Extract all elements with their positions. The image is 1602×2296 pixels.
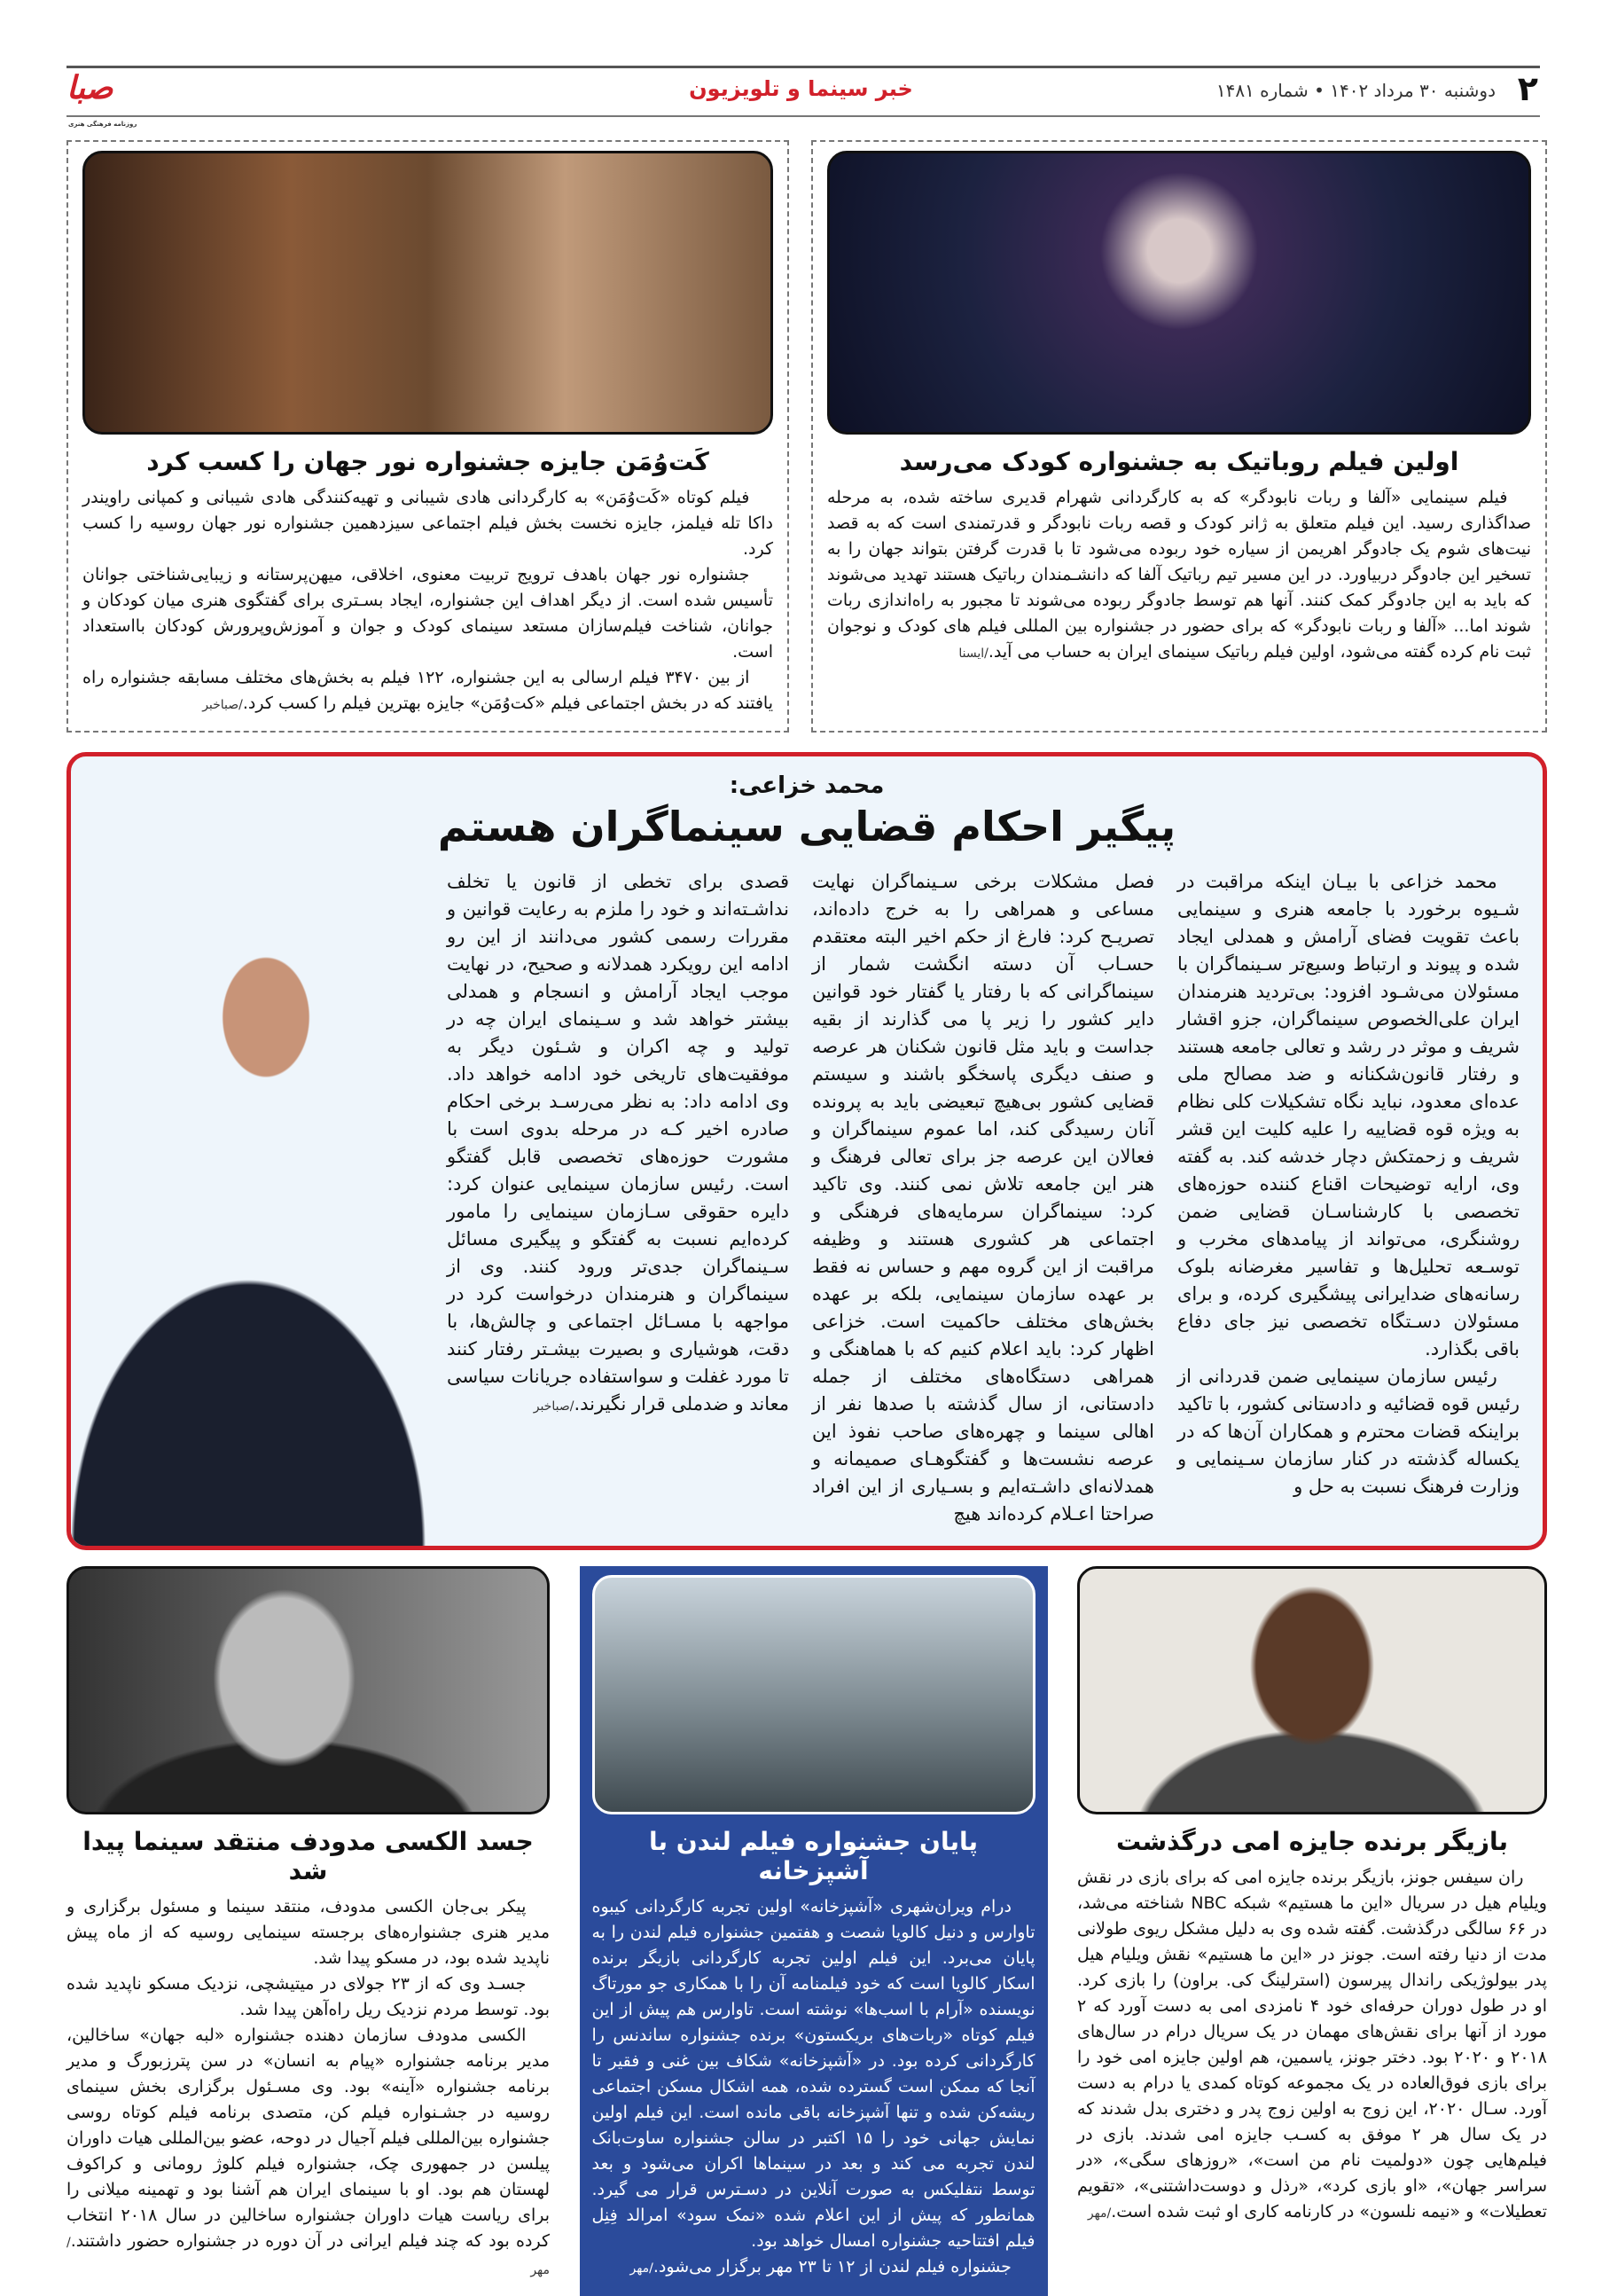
interview-box (66, 752, 1547, 1550)
article-title: جسد الکسی مدودف منتقد سینما پیدا شد (82, 1827, 534, 1885)
interview-paragraph: محمد خزاعی با بیـان اینکه مراقبت در شـیوه برخورد با جامعه هنری و سینمایی باعث تقویت فضای آرامش و همدلی ایجاد شده و پیوند و ارتباط وسیع‌تر سـینماگران با مسئولان می‌شـود افزود: بی‌تردید هنرمندان ایران علی‌الخصوص سینماگران، جزو اقشار شریف و موثر در رشد و تعالی جامعه هستند و رفتار قانون‌شکنانه و ضد مصالح ملی عده‌ای معدود، نباید نگاه تشکیلات کلی نظام به ویژه قوه قضاییه را علیه کلیت این قشر شریف و زحمتکش دچار خدشه کند. به گفته وی، ارایه توضیحات اقناع کننده حوزه‌های تخصصی با کارشناسـان قضایی ضمن روشنگری، می‌تواند از پیامدهای مخرب و توسـعه تحلیل‌ها و تفاسیر مغرضانه بلوک رسانه‌های ضدایرانی پیشگیری کرده، و برای مسئولان دسـتگاه تخصصی نیز جای دفاع باقی بگذارد. (1177, 871, 1520, 1360)
newspaper-logo: صبا روزنامه فرهنگی هنری (66, 70, 137, 128)
interview-kicker: محمد خزاعی: (729, 772, 885, 799)
interview-columns (426, 868, 1543, 1546)
interview-column-3: قصدی برای تخطی از قانون یا تخلف نداشـته‌اند و خود را ملزم به رعایت قوانین و مقررات رسمی کشور می‌دانند از این رو ادامه این رویکرد همدلانه و صحیح، در نهایت موجب ایجاد آرامش و انسجام و همدلی بیشتر خواهد شد و سـینمای ایران چه در تولید و چه اکران و شـئون دیگر به موفقیت‌های تاریخی خود ادامه خواهد داد. وی ادامه داد: به نظر می‌رسـد برخی احکام صادره اخیر کـه در مرحله بدوی است با مشورت حوزه‌های تخصصی قابل گفتگو است. رئیس سازمان سینمایی عنوان کرد: دایره حقوقی سـازمان سینمایی را مامور کرده‌ایم نسبت به گفتگو و پیگیری مسائل سـینماگران جدی‌تر ورود کنند. وی از سینماگران و هنرمندان درخواست کرد در مواجهه با مسـائل اجتماعی و چالش‌ها، با دقت، هوشیاری و بصیرت بیشـتر رفتار کنند تا مورد غفلت و سواستفاده جریانات سیاسی معاند و ضدملی قرار نگیرند./صباخبر (447, 871, 789, 1414)
article-title: پایان جشنواره فیلم لندن با آشپزخانه (648, 1827, 979, 1885)
article-medvedev (66, 1566, 550, 2296)
khazaei-photo (71, 868, 426, 1546)
article-catwoman (66, 140, 789, 733)
interview-column-2: فصل مشکلات برخی سـینماگران نهایت مساعی و همراهی را به خرج داده‌اند، تصریـح کرد: فارغ از حکم اخیر البته معتقدم حسـاب آن دسته انگشت شمار از سینماگرانی که با رفتار یا گفتار خود قوانین دایر کشور را زیر پا می گذارند از بقیه جداست و باید مثل قانون شکنان هر عرصه و صنف دیگری پاسخگو باشند و سیستم قضایی کشور بی‌هیچ تبعیضی باید به پرونده آنان رسیدگی کند، اما عموم سینماگران و فعالان این عرصه جز برای تعالی فرهنگ و هنر این جامعه تلاش نمی کنند. وی تاکید کرد: سینماگران سرمایه‌های فرهنگی و اجتماعی هر کشوری هستند و وظیفه مراقبت از این گروه مهم و حساس نه فقط بر عهده سازمان سینمایی، بلکه بر عهده بخش‌های مختلف حاکمیت است. خزاعی اظهار کرد: باید اعلام کنیم که با هماهنگی و همراهی دستگاه‌های مختلف از جمله دادستانی، از سال گذشته با صدها نفر از اهالی سینما و چهره‌های صاحب نفوذ این عرصه نشست‌ها و گفتگوهـای صمیمانه و همدلانه‌ای داشـته‌ایم و بسـیاری از این افراد صراحتا اعـلام کرده‌اند هیچ (812, 871, 1154, 1524)
bottom-row (66, 1566, 1547, 2296)
article-photo (66, 1566, 550, 1814)
article-title: اولین فیلم روباتیک به جشنواره کودک می‌رسد (899, 447, 1459, 476)
article-robotic-film (811, 140, 1547, 733)
article-photo (592, 1575, 1035, 1814)
article-london-festival (580, 1566, 1048, 2296)
article-photo (1077, 1566, 1547, 1814)
page-number: ۲ (1517, 69, 1538, 108)
article-emmy-actor (1077, 1566, 1547, 2296)
article-photo (82, 151, 773, 435)
article-title: بازیگر برنده جایزه امی درگذشت (1115, 1827, 1509, 1856)
article-title: کَت‌وُمَن جایزه جشنواره نور جهان را کسب کرد (146, 447, 709, 476)
date-issue: دوشنبه ۳۰ مرداد ۱۴۰۲ • شماره ۱۴۸۱ (1215, 80, 1496, 101)
header-bottom-rule (66, 115, 1540, 117)
article-body: فیلم سینمایی «آلفا و ربات نابودگر» که به کارگردانی شهرام قدیری ساخته شده، به مرحله صداگذاری رسید. این فیلم متعلق به ژانر کودک و قصه ربات نابودگر و قدرتمندی است که به قصد نیت‌های شوم یک جادوگر اهریمن از سیاره خود ربوده می‌شود تا با قدرت گرفتن بتواند جهان را به تسخیر این جادوگر دربیاورد. در این مسیر تیم رباتیک آلفا که دانشـمندان رباتیک هستند تهدید می‌شوند که باید به این جادوگر کمک کنند. آنها هم توسط جادوگر ربوده می‌شوند تا مجبور به راه‌اندازی ربات شوند اما... «آلفا و ربات نابودگر» که برای حضور در جشنواره بین المللی فیلم های کودک و نوجوان ثبت نام کرده گفته می‌شود، اولین فیلم رباتیک سینمای ایران به حساب می آید./ایسنا (827, 488, 1531, 662)
interview-title: پیگیر احکام قضایی سینماگران هستم (437, 803, 1176, 850)
article-photo (827, 151, 1531, 435)
interview-content (71, 868, 1543, 1546)
article-body: درام ویران‌شهری «آشپزخانه» اولین تجربه کارگردانی کیبوه تاوارس و دنیل کالویا شصت و هفتمین جشنواره فیلم لندن را به پایان می‌برد. این فیلم اولین تجربه کارگردانی بازیگر برنده اسکار کالویا است که خود فیلمنامه آن را با همکاری جو مورتاگ نویسنده «آرام با اسب‌ها» نوشته است. تاوارس هم پیش از این فیلم کوتاه «ربات‌های بریکستون» برنده جشنواره ساندنس را کارگردانی کرده بود. در «آشپزخانه» شکاف بین غنی و فقیر تا آنجا که ممکن است گسترده شده، همه اشکال مسکن اجتماعی ریشه‌کن شده و تنها آشپزخانه باقی مانده است. این فیلم اولین نمایش جهانی خود را ۱۵ اکتبر در سالن جشنواره ساوت‌بانک لندن تجربه می کند و بعد در سینماها اکران می‌شود و بعد توسط نتفلیکس به صورت آنلاین در دسـترس قرار می گیرد. همانطور که پیش از این اعلام شده «نمک سود» امرالد فِنِل فیلم افتتاحیه جشنواره امسال خواهد بود. جشنواره فیلم لندن از ۱۲ تا ۲۳ مهر برگزار می‌شود./مهر (591, 1897, 1035, 2276)
article-body: ران سیفس جونز، بازیگر برنده جایزه امی که برای بازی در نقش ویلیام هیل در سریال «این ما هستیم» شبکه NBC شناخته می‌شد، در ۶۶ سالگی درگذشت. گفته شده وی به دلیل مشکل ریوی طولانی مدت از دنیا رفته است. جونز در «این ما هستیم» نقش ویلیام هیل پدر بیولوژیکی راندال پیرسون (استرلینگ کی. براون) را بازی کرد. او در طول دوران حرفه‌ای خود ۴ نامزدی امی به دست آورد که ۲ مورد از آنها برای نقش‌های مهمان در یک سریال درام در سال‌های ۲۰۱۸ و ۲۰۲۰ بود. دختر جونز، یاسمین، هم اولین جایزه امی خود را برای بازی فوق‌العاده در یک مجموعه کوتاه کمدی یا درام به دست آورد. سـال ۲۰۲۰، این زوج به اولین زوج پدر و دختری بدل شدند که در یک سال هر ۲ موفق به کسـب جایزه امی شدند. بازی در فیلم‌هایی چون «دولمیت نام من است»، «روزهای سگی»، «در سراسر جهان»، «او بازی کرد»، «رذل و دوست‌داشتنی»، «تقویم تعطیلات» و «نیمه نلسون» در کارنامه کاری او ثبت شده است./مهر (1077, 1868, 1547, 2222)
top-row (66, 140, 1547, 733)
page-content (66, 140, 1547, 2296)
interview-paragraph: رئیس سازمان سینمایی ضمن قدردانی از رئیس قوه قضائیه و دادستانی کشور، با تاکید براینکه قضات محترم و همکاران آن‌ها که در یکساله گذشته در کنار سازمان سـینمایی و وزارت فرهنگ نسبت به حل و (1177, 1366, 1520, 1497)
article-body: فیلم کوتاه «کَت‌وُمَن» به کارگردانی هادی شیبانی و تهیه‌کنندگی هادی شیبانی و کمپانی راویندر داکا تله فیلمز، جایزه نخست بخش فیلم اجتماعی سیزدهمین جشنواره نور جهان روسیه را کسب کرد. جشنواره نور جهان باهدف ترویج تربیت معنوی، اخلاقی، میهن‌پرستانه و زیبایی‌شناختی جوانان تأسیس شده است. از دیگر اهداف این جشنواره، ایجاد بسـتری برای گفتگوی هنری میان کودکان و جوانان، شناخت فیلم‌سازان مستعد سینمای کودک و جوان و آموزش‌وپرورش کودکان بااستعداد است. از بین ۳۴۷۰ فیلم ارسالی به این جشنواره، ۱۲۲ فیلم به بخش‌های مختلف مسابقه جشنواره راه یافتند که در بخش اجتماعی فیلم «کت‌وُمَن» جایزه بهترین فیلم را کسب کرد./صباخبر (82, 488, 773, 713)
header-top-rule (66, 66, 1540, 68)
article-body: پیکر بی‌جان الکسی مدودف، منتقد سینما و مسئول برگزاری و مدیر هنری جشنواره‌های برجسته سینمایی روسیه که از ماه پیش ناپدید شده بود، در مسکو پیدا شد. جسـد وی که از ۲۳ جولای در میتیشچی، نزدیک مسکو ناپدید شده بود. توسط مردم نزدیک ریل راه‌آهن پیدا شد. الکسی مدودف سازمان دهنده جشنواره «لبه جهان» ساخالین، مدیر برنامه جشنواره «پیام به انسان» در سن پترزبورگ و مدیر برنامه جشنواره «آینه» بود. وی مسـئول برگزاری بخش سینمای روسیه در جشـنواره فیلم کن، متصدی برنامه فیلم کوتاه روسی جشنواره بین‌المللی فیلم آجیال در دوحه، عضو بین‌المللی هیات داوران پیلسن در جمهوری چک، جشنواره فیلم کلوژ رومانی و کراکوف لهستان هم بود. او با سینمای ایران هم آشنا بود و تهمینه میلانی را برای ریاست هیات داوران جشنواره ساخالین در سال ۲۰۱۸ انتخاب کرده بود که چند فیلم ایرانی در آن دوره در جشنواره حضور داشتند./مهر (66, 1897, 550, 2277)
interview-column-1 (1177, 868, 1520, 1528)
section-title: خبر سینما و تلویزیون (689, 76, 913, 101)
